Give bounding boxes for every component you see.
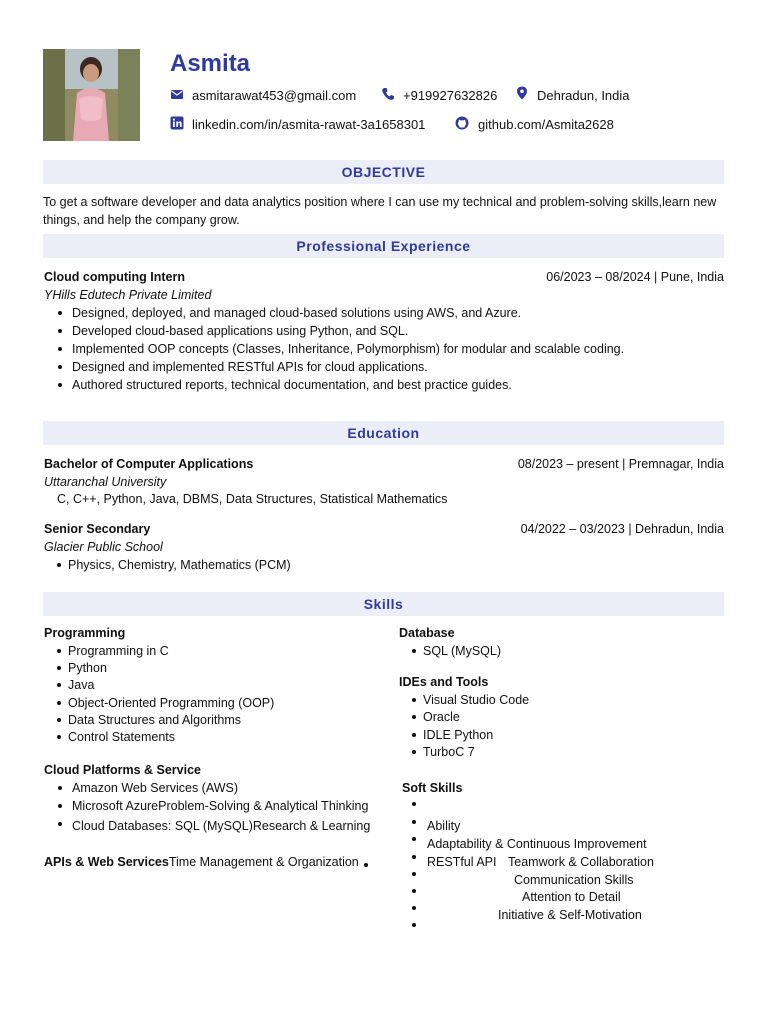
bullet: [412, 906, 416, 910]
experience-bullet: Designed and implemented RESTful APIs for cloud applications.: [72, 360, 428, 374]
bullet: [412, 820, 416, 824]
bullet: [412, 698, 416, 702]
bullet: [364, 863, 368, 867]
profile-photo-image: [43, 49, 140, 141]
bullet: [58, 329, 62, 333]
skill-item: TurboC 7: [423, 745, 475, 759]
experience-heading: Professional Experience: [43, 234, 724, 258]
skill-item: SQL (MySQL): [423, 644, 502, 658]
skill-item: Oracle: [423, 710, 460, 724]
soft-skill-item: Adaptability & Continuous Improvement: [427, 837, 647, 851]
soft-skill-item: RESTful API: [427, 855, 497, 869]
skill-item: Visual Studio Code: [423, 693, 530, 707]
skill-item: Programming in C: [68, 644, 169, 658]
skill-item: Java: [68, 678, 95, 692]
experience-company: YHills Edutech Private Limited: [44, 288, 212, 302]
bullet: [412, 802, 416, 806]
experience-role: Cloud computing Intern: [44, 270, 185, 284]
bullet: [58, 347, 62, 351]
soft-skill-item: Attention to Detail: [522, 890, 621, 904]
bullet: [58, 786, 62, 790]
database-title: Database: [399, 626, 455, 640]
bullet: [412, 855, 416, 859]
bullet: [57, 701, 61, 705]
bullet: [57, 718, 61, 722]
linkedin-icon: [170, 116, 184, 130]
education-school: Uttaranchal University: [44, 475, 167, 489]
skill-item: IDLE Python: [423, 728, 494, 742]
apis-tail: Time Management & Organization: [168, 855, 359, 869]
bullet: [412, 715, 416, 719]
bullet: [412, 649, 416, 653]
phone-icon: [381, 87, 395, 101]
email-icon: [170, 87, 184, 101]
skill-item: Microsoft AzureProblem-Solving & Analytical Thinking: [72, 799, 369, 813]
phone-number[interactable]: +919927632826: [403, 88, 498, 103]
soft-skill-item: Communication Skills: [514, 873, 634, 887]
bullet: [412, 733, 416, 737]
bullet: [412, 837, 416, 841]
bullet: [58, 804, 62, 808]
education-detail: Physics, Chemistry, Mathematics (PCM): [68, 558, 291, 572]
bullet: [58, 822, 62, 826]
soft-skills-title: Soft Skills: [402, 781, 463, 795]
objective-text: To get a software developer and data analytics position where I can use my technical and problem-solving skills,learn new things, and help the company grow.: [43, 195, 717, 227]
soft-skill-item: Initiative & Self-Motivation: [498, 908, 642, 922]
skill-item: Cloud Databases: SQL (MySQL)Research & Learning: [72, 819, 371, 833]
programming-title: Programming: [44, 626, 126, 640]
bullet: [58, 311, 62, 315]
education-degree: Bachelor of Computer Applications: [44, 457, 254, 471]
skill-item: Object-Oriented Programming (OOP): [68, 696, 275, 710]
candidate-name: Asmita: [170, 50, 251, 77]
education-heading: Education: [43, 421, 724, 445]
github-icon: [455, 116, 469, 130]
bullet: [57, 666, 61, 670]
linkedin-link[interactable]: linkedin.com/in/asmita-rawat-3a1658301: [192, 117, 426, 132]
bullet: [412, 872, 416, 876]
skill-item: Python: [68, 661, 107, 675]
bullet: [412, 889, 416, 893]
soft-skill-item: Teamwork & Collaboration: [508, 855, 654, 869]
apis-line: [44, 855, 359, 869]
education-degree: Senior Secondary: [44, 522, 151, 536]
email-link[interactable]: asmitarawat453@gmail.com: [192, 88, 357, 103]
bullet: [57, 563, 61, 567]
skill-item: Amazon Web Services (AWS): [72, 781, 239, 795]
skill-item: Data Structures and Algorithms: [68, 713, 241, 727]
bullet: [412, 750, 416, 754]
soft-skill-item: Ability: [427, 819, 461, 833]
education-dates: 08/2023 – present | Premnagar, India: [517, 457, 724, 471]
bullet: [58, 365, 62, 369]
cloud-title: Cloud Platforms & Service: [44, 763, 201, 777]
skills-heading: Skills: [43, 592, 724, 616]
experience-dates: 06/2023 – 08/2024 | Pune, India: [546, 270, 724, 284]
bullet: [58, 383, 62, 387]
experience-bullet: Designed, deployed, and managed cloud-based solutions using AWS, and Azure.: [72, 306, 522, 320]
bullet: [57, 735, 61, 739]
education-detail: C, C++, Python, Java, DBMS, Data Structures, Statistical Mathematics: [57, 492, 448, 506]
bullet: [57, 649, 61, 653]
apis-title: APIs & Web Services: [44, 855, 169, 869]
ides-title: IDEs and Tools: [399, 675, 489, 689]
location-text: Dehradun, India: [537, 88, 630, 103]
profile-photo: [43, 49, 140, 141]
location-pin-icon: [515, 86, 529, 100]
objective-heading: OBJECTIVE: [43, 160, 724, 184]
experience-bullet: Implemented OOP concepts (Classes, Inheritance, Polymorphism) for modular and scalable coding.: [72, 342, 625, 356]
skill-item: Control Statements: [68, 730, 175, 744]
bullet: [412, 923, 416, 927]
github-link[interactable]: github.com/Asmita2628: [478, 117, 614, 132]
bullet: [57, 683, 61, 687]
education-dates: 04/2022 – 03/2023 | Dehradun, India: [520, 522, 724, 536]
education-school: Glacier Public School: [44, 540, 163, 554]
experience-bullet: Developed cloud-based applications using Python, and SQL.: [72, 324, 409, 338]
experience-bullet: Authored structured reports, technical documentation, and best practice guides.: [72, 378, 512, 392]
